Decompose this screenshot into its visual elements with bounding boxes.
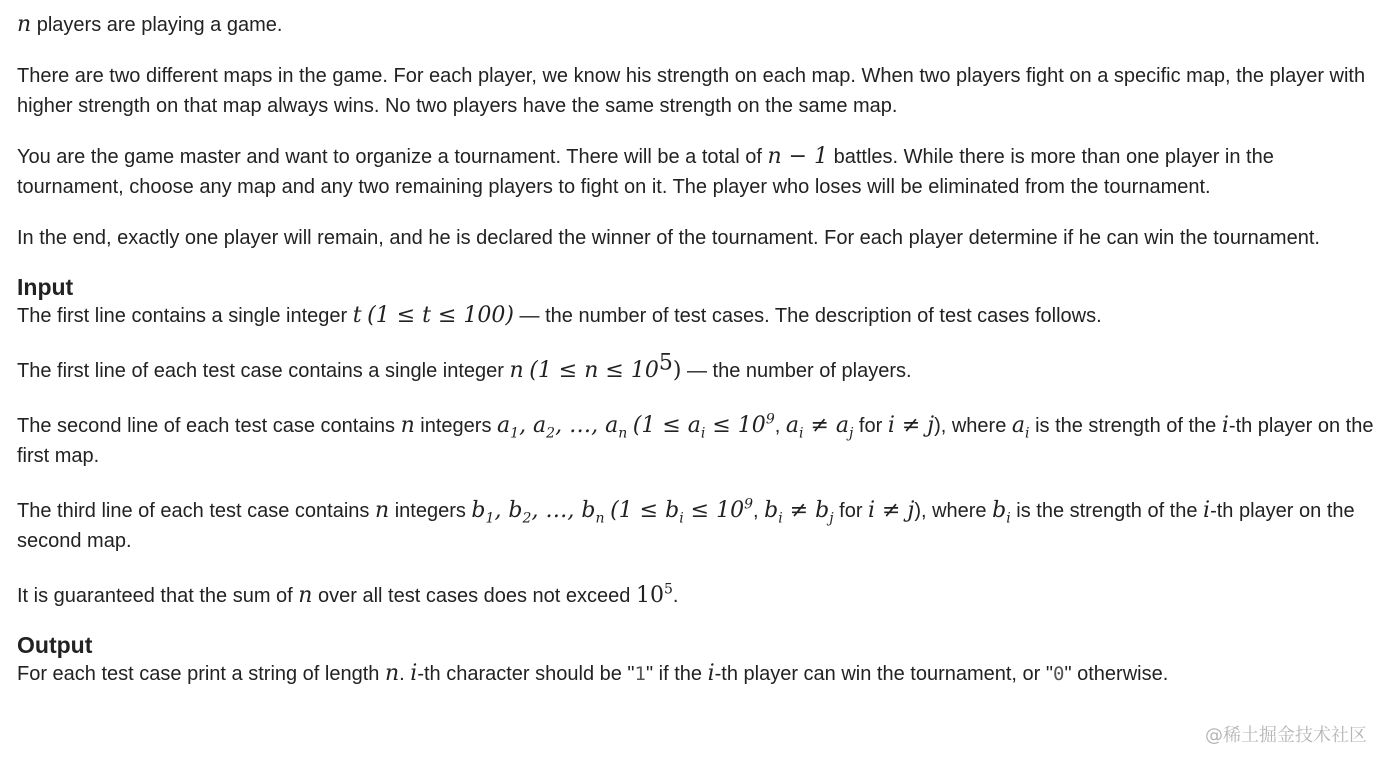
input-line-5: It is guaranteed that the sum of n over all test cases does not exceed $10^5$. <box>17 581 679 608</box>
maps-paragraph: There are two different maps in the game. For each player, we know his strength on each map. When two players fight on a specific map, the player with higher strength on that map always wins. No two players have the same strength on the same map. <box>17 65 1366 117</box>
output-heading: Output <box>17 632 93 658</box>
input-line-4: The third line of each test case contains n integers $b_1$, $b_2$, …, $b_n$ ($1 \le b_i \le 10^9$, $b_i \ne b_j$ for i ≠ j), where $b_i$ is the strength of the i-th player on the second map. <box>17 496 1355 552</box>
output-line-1: For each test case print a string of length n. i-th character should be "1" if the i-th player can win the tournament, or "0" otherwise. <box>17 661 1169 686</box>
input-line-3: The second line of each test case contains n integers $a_1$, $a_2$, …, $a_n$ ($1 \le a_i \le 10^9$, $a_i \ne a_j$ for i ≠ j), where $a_i$ is the strength of the i-th player on the first map. <box>17 411 1374 467</box>
input-heading: Input <box>17 274 74 300</box>
tournament-paragraph: You are the game master and want to organize a tournament. There will be a total of n − 1 battles. While there is more than one player in the tournament, choose any map and any two remaining players to fight on it. The player who loses will be eliminated from the tournament. <box>17 144 1274 198</box>
winner-paragraph: In the end, exactly one player will remain, and he is declared the winner of the tournament. For each player determine if he can win the tournament. <box>17 227 1320 249</box>
intro-line: n players are playing a game. <box>17 12 283 37</box>
input-line-1: The first line contains a single integer t (1 ≤ t ≤ 100) — the number of test cases. The description of test cases follows. <box>17 303 1102 328</box>
input-line-2: The first line of each test case contains a single integer n $(1 \le n \le 10^5)$ — the number of players. <box>17 350 912 383</box>
problem-statement <box>17 10 1377 689</box>
watermark: @稀土掘金技术社区 <box>1205 725 1367 746</box>
